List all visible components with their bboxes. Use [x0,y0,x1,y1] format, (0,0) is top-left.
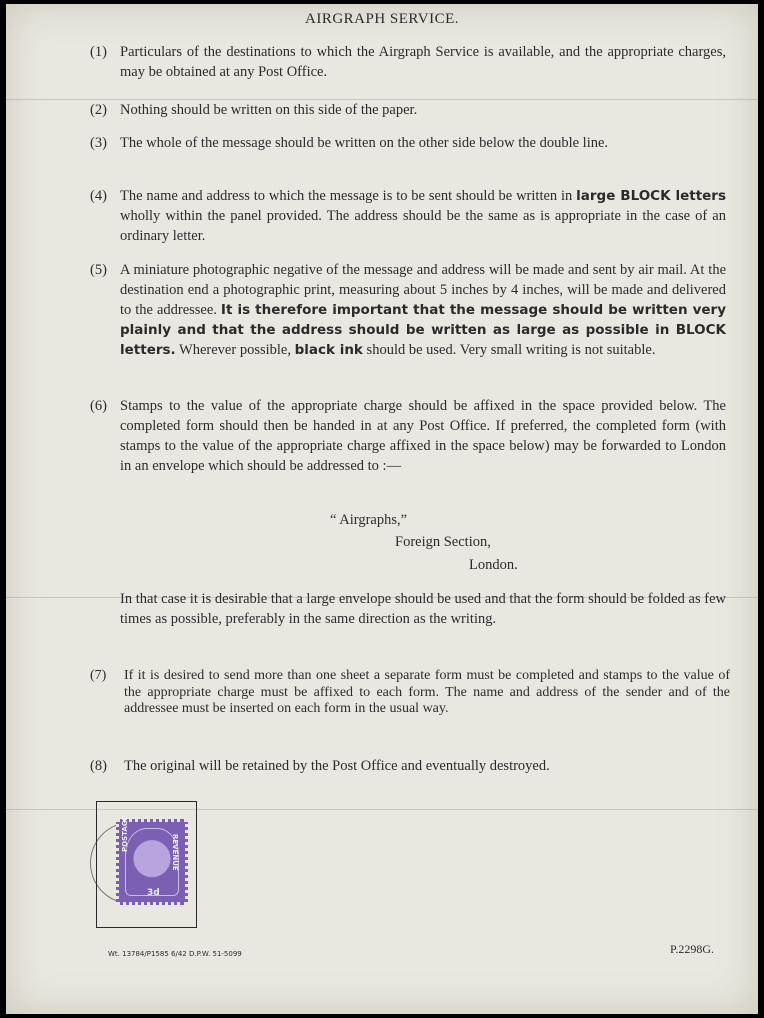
instruction-4: (4) The name and address to which the message is to be sent should be written in large BLOCK letters wholly within the panel provided. The address should be the same as is appropriate in the case of an ordinary letter. [90,188,727,244]
instruction-2: (2) Nothing should be written on this side of the paper. [90,102,418,118]
bold-emphasis: It is therefore important that the message should be written very plainly and that the address should be written as large as possible in BLOCK letters. [120,302,727,358]
instruction-6: (6) Stamps to the value of the appropriate charge should be affixed in the space provided below. The completed form should then be handed in at any Post Office. If preferred, the completed form (with stamps to the value of the appropriate charge affixed in the space below) may be forwarded to London in an envelope which should be addressed to :— [90,398,726,474]
address-line-3: London. [469,557,518,573]
bold-emphasis: black ink [294,342,363,358]
bold-emphasis: large BLOCK letters [576,188,727,204]
instruction-6-continued: In that case it is desirable that a large envelope should be used and that the form should be folded as few times as possible, preferably in the same direction as the writing. [120,591,726,627]
airgraph-form [6,4,758,1014]
postage-stamp: POSTAGE REVENUE 3d [116,819,188,905]
instruction-8: (8) The original will be retained by the Post Office and eventually destroyed. [90,758,550,774]
address-line-2: Foreign Section, [395,534,491,550]
form-number: P.2298G. [670,942,715,956]
instruction-7: (7) If it is desired to send more than one sheet a separate form must be completed and stamps to the value of the appropriate charge must be affixed to each form. The name and address of the sender and of the addressee must be inserted on each form in the usual way. [90,668,730,716]
print-code: Wt. 13784/P1585 6/42 D.P.W. 51-5099 [108,950,242,958]
instruction-5: (5) A miniature photographic negative of the message and address will be made and sent by air mail. At the destination end a photographic print, measuring about 5 inches by 4 inches, will be made and delivered to the addressee. It is therefore important that the message should be written very plainly and that the address should be written as large as possible in BLOCK letters. Wherever possible, black ink should be used. Very small writing is not suitable. [90,262,727,358]
instruction-3: (3) The whole of the message should be written on the other side below the double line. [90,135,609,151]
page-title: AIRGRAPH SERVICE. [305,11,459,27]
address-line-1: “ Airgraphs,” [330,512,408,528]
instruction-1: (1) Particulars of the destinations to which the Airgraph Service is available, and the appropriate charges, may be obtained at any Post Office. [90,44,726,80]
